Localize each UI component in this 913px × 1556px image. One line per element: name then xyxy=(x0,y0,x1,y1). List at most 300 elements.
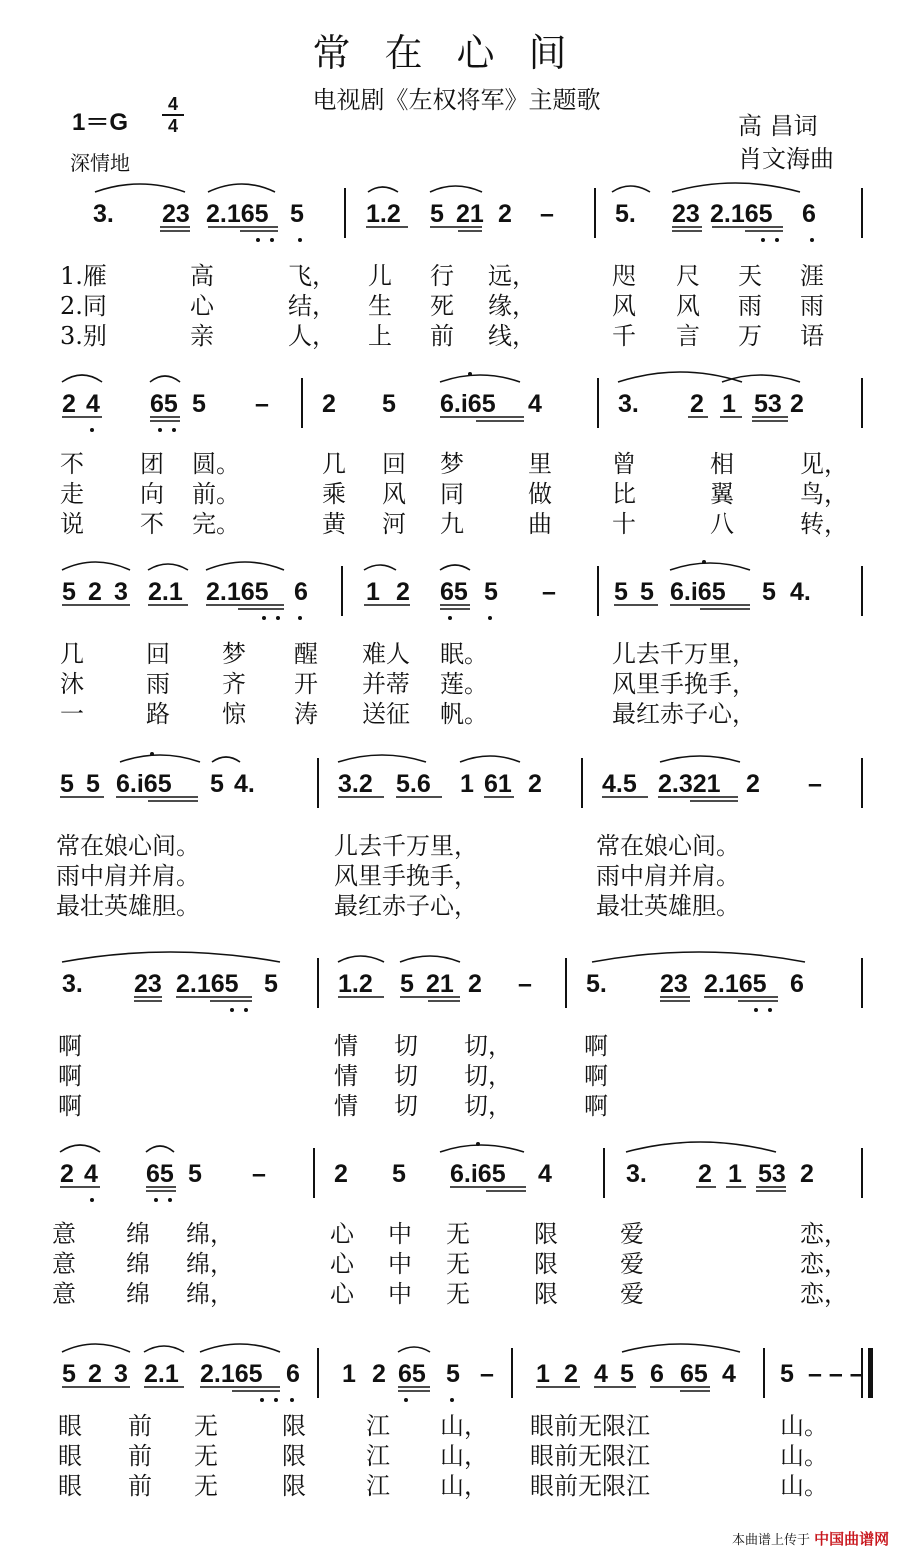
lyric: 九 xyxy=(440,510,464,538)
lyric: 行 xyxy=(430,262,454,290)
lyric: 风 xyxy=(612,292,636,320)
composer-credit: 肖文海曲 xyxy=(738,145,834,173)
note: 5 xyxy=(62,1360,76,1388)
lyric: 最壮英雄胆。 xyxy=(56,892,200,920)
lyric-line-3 xyxy=(0,1466,913,1500)
lyric: 情 xyxy=(334,1032,358,1060)
lyric-line-3 xyxy=(0,1086,913,1120)
lyric: 无 xyxy=(446,1220,470,1248)
lyric: 切 xyxy=(394,1032,418,1060)
lyric: 相 xyxy=(710,450,734,478)
lyric: 前 xyxy=(128,1412,152,1440)
note: 53 xyxy=(758,1160,786,1188)
lyric: 江 xyxy=(366,1472,390,1500)
lyric: 啊 xyxy=(58,1062,82,1090)
note: 65 xyxy=(146,1160,174,1188)
lyric: 恋， xyxy=(800,1280,848,1308)
note: 5 xyxy=(62,578,76,606)
lyric: 啊 xyxy=(584,1062,608,1090)
lyric: 沐 xyxy=(60,670,84,698)
lyric: 十 xyxy=(612,510,636,538)
note: 5 xyxy=(60,770,74,798)
note: 65 xyxy=(398,1360,426,1388)
lyric: 亲 xyxy=(190,322,214,350)
notes xyxy=(62,970,804,998)
octave-dots xyxy=(230,1008,772,1012)
note: 2 xyxy=(322,390,336,418)
note: – xyxy=(255,390,269,418)
note: 3. xyxy=(618,390,639,418)
lyric: 里 xyxy=(528,450,552,478)
lyric: 眼前无限江 xyxy=(530,1412,650,1440)
lyric: 线， xyxy=(488,322,536,350)
lyric-line-2 xyxy=(0,474,913,508)
lyric: 切 xyxy=(394,1062,418,1090)
lyric-line-3 xyxy=(0,1274,913,1308)
note: 6 xyxy=(790,970,804,998)
note: 1 xyxy=(366,578,380,606)
lyric: 回 xyxy=(382,450,406,478)
lyric: 走 xyxy=(60,480,84,508)
lyric: 啊 xyxy=(584,1032,608,1060)
lyric: 回 xyxy=(146,640,170,668)
lyric: 切， xyxy=(464,1092,512,1120)
lyric: 涛 xyxy=(294,700,318,728)
lyric: 风 xyxy=(382,480,406,508)
lyric: 言 xyxy=(676,322,700,350)
lyric-line-1 xyxy=(0,826,913,860)
notes xyxy=(60,770,822,798)
note: 2.1 xyxy=(148,578,183,606)
final-barline xyxy=(868,1348,873,1398)
note: 61 xyxy=(484,770,512,798)
lyric: 眼前无限江 xyxy=(530,1472,650,1500)
lyric: 河 xyxy=(382,510,406,538)
notes xyxy=(93,200,816,228)
lyric: 无 xyxy=(194,1412,218,1440)
note: 1 xyxy=(536,1360,550,1388)
lyric: 远， xyxy=(488,262,536,290)
lyric: 最红赤子心， xyxy=(334,892,478,920)
lyric-line-2 xyxy=(0,286,913,320)
lyric: 意 xyxy=(52,1280,76,1308)
lyric: 儿去千万里， xyxy=(334,832,478,860)
lyric: 梦 xyxy=(440,450,464,478)
lyric: 惊 xyxy=(222,700,246,728)
lyric: 江 xyxy=(366,1442,390,1470)
lyric: 前。 xyxy=(192,480,240,508)
slurs xyxy=(60,1142,776,1152)
note: 5 xyxy=(264,970,278,998)
note: 6 xyxy=(286,1360,300,1388)
note: 2.165 xyxy=(704,970,767,998)
lyric: 江 xyxy=(366,1412,390,1440)
lyric: 1.雁 xyxy=(60,262,107,290)
lyric: 风 xyxy=(676,292,700,320)
note: 6.i65 xyxy=(440,390,496,418)
note: 3 xyxy=(114,1360,128,1388)
lyric: 风里手挽手， xyxy=(612,670,756,698)
lyric: 醒 xyxy=(294,640,318,668)
lyric: 团 xyxy=(140,450,164,478)
lyric: 3.别 xyxy=(60,322,107,350)
lyric: 一 xyxy=(60,700,84,728)
note: – xyxy=(542,578,556,606)
lyric: 雨中肩并肩。 xyxy=(56,862,200,890)
lyric: 鸟， xyxy=(800,480,848,508)
note: 65 xyxy=(150,390,178,418)
lyric-line-2 xyxy=(0,1056,913,1090)
lyric: 心 xyxy=(190,292,214,320)
note: 4 xyxy=(528,390,542,418)
lyric-line-3 xyxy=(0,504,913,538)
lyricist-credit: 高 昌词 xyxy=(738,112,818,140)
lyric: 啊 xyxy=(584,1092,608,1120)
note: 2.165 xyxy=(206,578,269,606)
song-title: 常在心间 xyxy=(312,31,601,75)
note: 21 xyxy=(456,200,484,228)
lyric: 无 xyxy=(446,1250,470,1278)
lyric: 同 xyxy=(440,480,464,508)
note: – xyxy=(518,970,532,998)
lyric: 涯 xyxy=(800,262,824,290)
note: – – – xyxy=(808,1360,864,1388)
note: 1 xyxy=(342,1360,356,1388)
note: 5 xyxy=(762,578,776,606)
lyric: 爱 xyxy=(620,1280,644,1308)
note: 5 xyxy=(640,578,654,606)
note: 2 xyxy=(62,390,76,418)
note: 5 xyxy=(614,578,628,606)
lyric: 帆。 xyxy=(440,700,488,728)
lyric-line-1 xyxy=(0,1406,913,1440)
lyric: 最壮英雄胆。 xyxy=(596,892,740,920)
note: 1 xyxy=(722,390,736,418)
note: 21 xyxy=(426,970,454,998)
lyric: 眼 xyxy=(58,1412,82,1440)
lyric: 天 xyxy=(738,262,762,290)
lyric: 前 xyxy=(128,1472,152,1500)
note: 5 xyxy=(392,1160,406,1188)
lyric-line-3 xyxy=(0,316,913,350)
lyric-line-1 xyxy=(0,256,913,290)
note: 6.i65 xyxy=(116,770,172,798)
lyric: 切， xyxy=(464,1062,512,1090)
lyric: 恋， xyxy=(800,1250,848,1278)
note: 2 xyxy=(746,770,760,798)
lyric: 心 xyxy=(330,1250,354,1278)
lyric: 山， xyxy=(440,1472,488,1500)
note: 5 xyxy=(400,970,414,998)
lyric: 莲。 xyxy=(440,670,488,698)
note: 2.165 xyxy=(176,970,239,998)
lyric: 意 xyxy=(52,1220,76,1248)
lyric: 限 xyxy=(282,1442,306,1470)
lyric: 翼 xyxy=(710,480,734,508)
note: 5 xyxy=(382,390,396,418)
lyric: 绵 xyxy=(126,1250,150,1278)
lyric: 生 xyxy=(368,292,392,320)
lyric: 情 xyxy=(334,1062,358,1090)
lyric: 常在娘心间。 xyxy=(596,832,740,860)
meter-denominator: 4 xyxy=(167,116,178,136)
lyric: 说 xyxy=(60,510,84,538)
note: 3. xyxy=(93,200,114,228)
lyric: 山。 xyxy=(780,1412,828,1440)
lyric: 黄 xyxy=(322,510,346,538)
note: 65 xyxy=(680,1360,708,1388)
note: 4. xyxy=(234,770,255,798)
lyric: 开 xyxy=(294,670,318,698)
slurs xyxy=(120,755,740,762)
note: 2.165 xyxy=(200,1360,263,1388)
lyric: 限 xyxy=(534,1250,558,1278)
note: 6.i65 xyxy=(670,578,726,606)
note: 6 xyxy=(294,578,308,606)
note: 2 xyxy=(690,390,704,418)
lyric: 几 xyxy=(322,450,346,478)
note: 2 xyxy=(372,1360,386,1388)
lyric: 前 xyxy=(128,1442,152,1470)
note: 5 xyxy=(430,200,444,228)
lyric: 眼 xyxy=(58,1442,82,1470)
note: 5 xyxy=(780,1360,794,1388)
lyric: 八 xyxy=(710,510,734,538)
lyric: 中 xyxy=(388,1280,412,1308)
slurs xyxy=(62,1344,740,1352)
lyric: 常在娘心间。 xyxy=(56,832,200,860)
slurs xyxy=(95,183,800,192)
lyric: 啊 xyxy=(58,1092,82,1120)
lyric: 曾 xyxy=(612,450,636,478)
note: 1.2 xyxy=(338,970,373,998)
lyric: 咫 xyxy=(612,262,636,290)
notes xyxy=(62,578,811,606)
note: 1 xyxy=(460,770,474,798)
lyric: 向 xyxy=(140,480,164,508)
note: 2 xyxy=(790,390,804,418)
note: 2.165 xyxy=(206,200,269,228)
slurs xyxy=(62,372,800,382)
note: 2 xyxy=(334,1160,348,1188)
upload-note: 本曲谱上传于 xyxy=(732,1533,811,1548)
note: 4 xyxy=(86,390,100,418)
note: 2.165 xyxy=(710,200,773,228)
lyric: 绵， xyxy=(186,1280,234,1308)
lyric: 雨中肩并肩。 xyxy=(596,862,740,890)
lyric: 限 xyxy=(282,1412,306,1440)
note: 5. xyxy=(615,200,636,228)
watermark-footer xyxy=(732,1528,889,1549)
note: 2.321 xyxy=(658,770,721,798)
lyric: 眼 xyxy=(58,1472,82,1500)
lyric: 比 xyxy=(612,480,636,508)
lyric: 最红赤子心， xyxy=(612,700,756,728)
lyric: 心 xyxy=(330,1280,354,1308)
lyric: 啊 xyxy=(58,1032,82,1060)
lyric: 中 xyxy=(388,1250,412,1278)
note: 2.1 xyxy=(144,1360,179,1388)
lyric: 见， xyxy=(800,450,848,478)
note: 65 xyxy=(440,578,468,606)
lyric: 圆。 xyxy=(192,450,240,478)
lyric: 尺 xyxy=(676,262,700,290)
lyric: 山， xyxy=(440,1412,488,1440)
note: 5 xyxy=(484,578,498,606)
lyric: 千 xyxy=(612,322,636,350)
note: 2 xyxy=(698,1160,712,1188)
note: 6 xyxy=(650,1360,664,1388)
note: 2 xyxy=(564,1360,578,1388)
note: 23 xyxy=(660,970,688,998)
lyric-line-2 xyxy=(0,856,913,890)
note: 4 xyxy=(594,1360,608,1388)
slurs xyxy=(62,562,750,570)
note: 4 xyxy=(84,1160,98,1188)
lyric: 情 xyxy=(334,1092,358,1120)
lyric: 结， xyxy=(288,292,336,320)
lyric: 绵 xyxy=(126,1280,150,1308)
octave-dots xyxy=(256,238,814,242)
lyric: 爱 xyxy=(620,1220,644,1248)
lyric-line-3 xyxy=(0,886,913,920)
lyric: 梦 xyxy=(222,640,246,668)
lyric: 上 xyxy=(368,322,392,350)
lyric-line-1 xyxy=(0,1026,913,1060)
lyric: 眼前无限江 xyxy=(530,1442,650,1470)
note: 5 xyxy=(188,1160,202,1188)
tempo-marking: 深情地 xyxy=(70,151,130,175)
lyric-line-2 xyxy=(0,1244,913,1278)
lyric: 中 xyxy=(388,1220,412,1248)
barlines xyxy=(342,566,862,616)
lyric: 雨 xyxy=(146,670,170,698)
lyric: 人， xyxy=(288,322,336,350)
lyric: 山。 xyxy=(780,1442,828,1470)
notes xyxy=(62,1360,864,1388)
lyric: 雨 xyxy=(738,292,762,320)
slurs xyxy=(62,952,805,962)
lyric: 前 xyxy=(430,322,454,350)
note: 23 xyxy=(672,200,700,228)
octave-dots xyxy=(90,372,472,432)
lyric: 完。 xyxy=(192,510,240,538)
lyric: 山。 xyxy=(780,1472,828,1500)
lyric: 做 xyxy=(528,480,552,508)
note: 2 xyxy=(528,770,542,798)
key-signature: 1＝G xyxy=(72,109,129,136)
note: 2 xyxy=(468,970,482,998)
lyric: 绵， xyxy=(186,1220,234,1248)
lyric-line-3 xyxy=(0,694,913,728)
lyric: 切， xyxy=(464,1032,512,1060)
lyric-line-1 xyxy=(0,634,913,668)
lyric: 风里手挽手， xyxy=(334,862,478,890)
lyric-line-2 xyxy=(0,1436,913,1470)
lyric: 儿 xyxy=(368,262,392,290)
lyric: 齐 xyxy=(222,670,246,698)
lyric: 飞， xyxy=(288,262,336,290)
lyric: 万 xyxy=(738,322,762,350)
lyric: 送征 xyxy=(362,700,410,728)
lyric: 限 xyxy=(282,1472,306,1500)
lyric: 曲 xyxy=(528,510,552,538)
note: 1 xyxy=(728,1160,742,1188)
note: 3 xyxy=(114,578,128,606)
note: 5 xyxy=(86,770,100,798)
lyric: 眠。 xyxy=(440,640,488,668)
lyric: 缘， xyxy=(488,292,536,320)
lyric: 儿去千万里， xyxy=(612,640,756,668)
lyric: 高 xyxy=(190,262,214,290)
lyric: 不 xyxy=(140,510,164,538)
song-subtitle: 电视剧《左权将军》主题歌 xyxy=(312,86,601,114)
lyric: 2.同 xyxy=(60,292,107,320)
note: 23 xyxy=(134,970,162,998)
lyric: 无 xyxy=(194,1472,218,1500)
lyric: 路 xyxy=(146,700,170,728)
meter-numerator: 4 xyxy=(162,94,184,116)
note: 4.5 xyxy=(602,770,637,798)
notes xyxy=(60,1160,814,1188)
site-logo: 中国曲谱网 xyxy=(814,1530,890,1548)
lyric: 限 xyxy=(534,1280,558,1308)
notes xyxy=(62,390,804,418)
lyric: 不 xyxy=(60,450,84,478)
note: 5 xyxy=(210,770,224,798)
note: – xyxy=(808,770,822,798)
note: 4 xyxy=(722,1360,736,1388)
lyric: 绵， xyxy=(186,1250,234,1278)
lyric: 限 xyxy=(534,1220,558,1248)
note: 4. xyxy=(790,578,811,606)
lyric: 几 xyxy=(60,640,84,668)
lyric: 死 xyxy=(430,292,454,320)
lyric-line-1 xyxy=(0,444,913,478)
lyric: 意 xyxy=(52,1250,76,1278)
note: 2 xyxy=(498,200,512,228)
note: – xyxy=(540,200,554,228)
lyric: 无 xyxy=(194,1442,218,1470)
lyric: 雨 xyxy=(800,292,824,320)
lyric: 难人 xyxy=(362,640,410,668)
note: 5 xyxy=(446,1360,460,1388)
lyric: 切 xyxy=(394,1092,418,1120)
note: 5. xyxy=(586,970,607,998)
note: – xyxy=(252,1160,266,1188)
note: 3. xyxy=(626,1160,647,1188)
lyric: 无 xyxy=(446,1280,470,1308)
lyric-line-1 xyxy=(0,1214,913,1248)
lyric: 乘 xyxy=(322,480,346,508)
lyric: 并蒂 xyxy=(362,670,410,698)
note: 53 xyxy=(754,390,782,418)
note: 3. xyxy=(62,970,83,998)
lyric: 语 xyxy=(800,322,824,350)
note: 23 xyxy=(162,200,190,228)
note: 2 xyxy=(396,578,410,606)
note: 2 xyxy=(88,1360,102,1388)
lyric: 恋， xyxy=(800,1220,848,1248)
note: 2 xyxy=(60,1160,74,1188)
note: 5.6 xyxy=(396,770,431,798)
note: 2 xyxy=(88,578,102,606)
lyric: 山， xyxy=(440,1442,488,1470)
note: 5 xyxy=(192,390,206,418)
note: 3.2 xyxy=(338,770,373,798)
octave-dots xyxy=(260,1398,454,1402)
barlines xyxy=(345,188,862,238)
